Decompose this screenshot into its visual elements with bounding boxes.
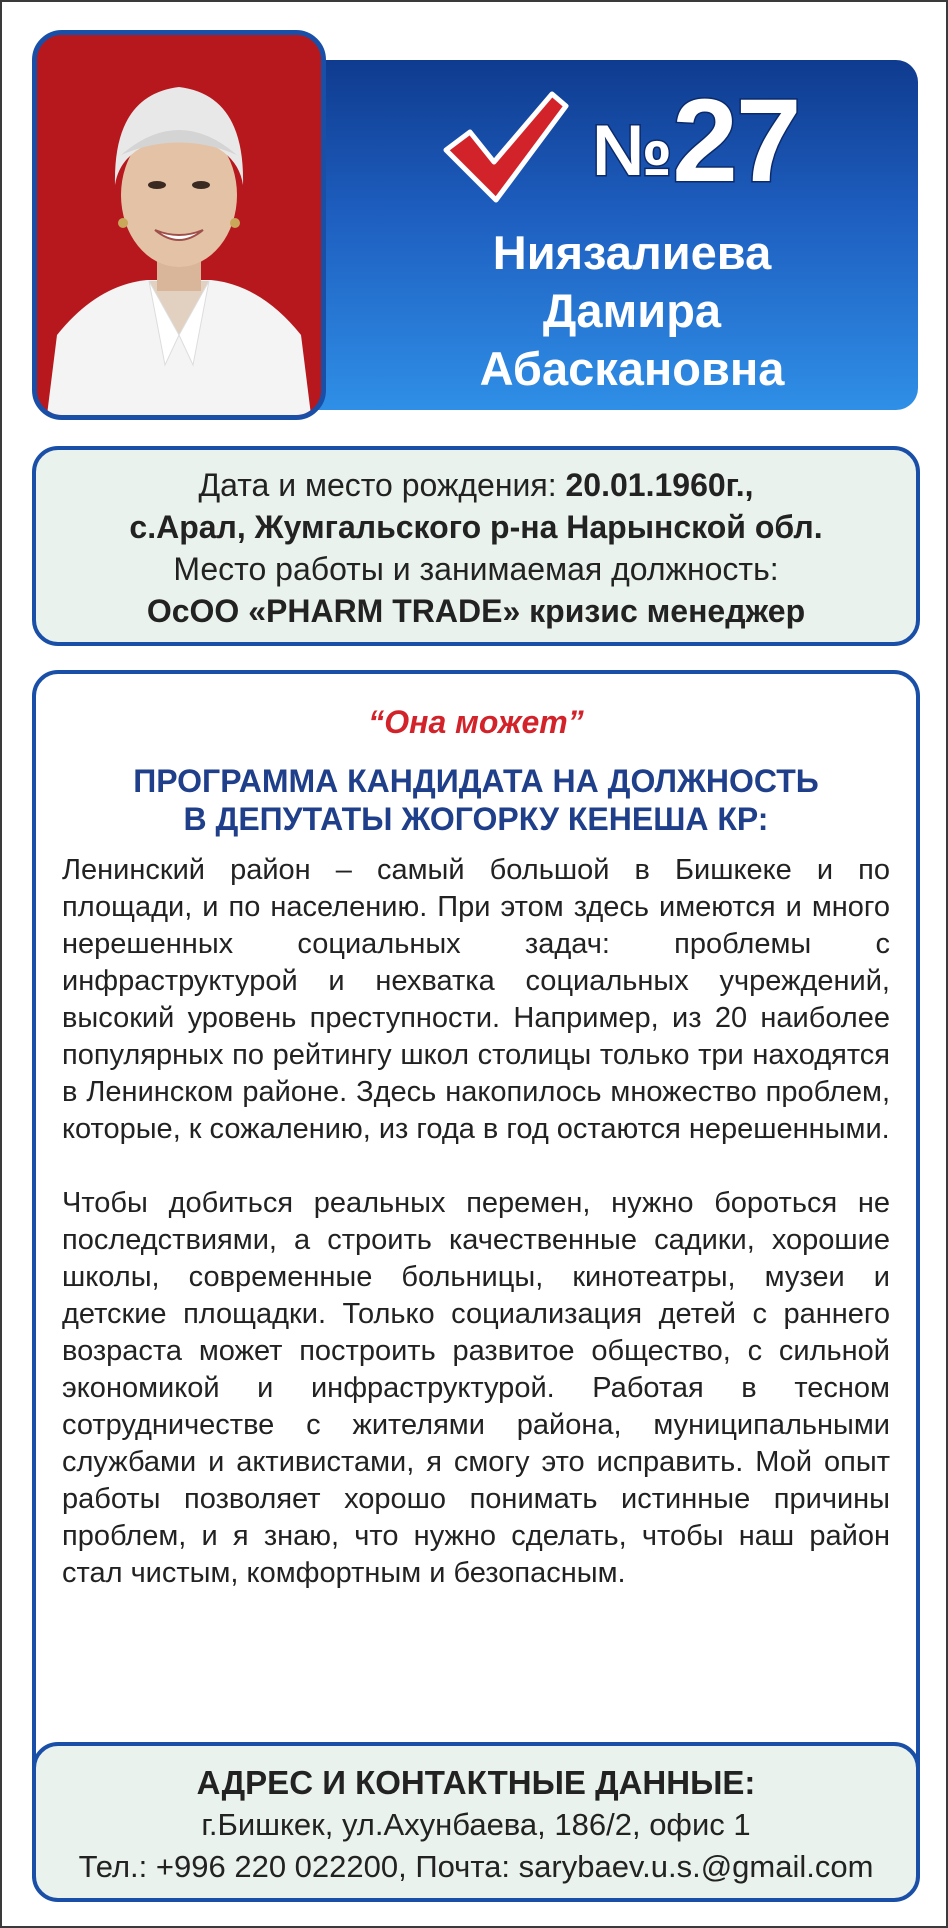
contacts-box	[32, 1742, 920, 1902]
program-title	[36, 762, 916, 838]
number-prefix: №	[592, 111, 673, 191]
candidate-name	[382, 224, 882, 398]
program-paragraph-2: Чтобы добиться реальных перемен, нужно бороться не последствиями, а строить качественные садики, хорошие школы, современные больницы, кинотеатры, музеи и детские площадки. Только социализация детей с раннего возраста может построить развитое общество, с сильной экономикой и инфраструктурой. Работая в тесном сотрудничестве с жителями района, муниципальными службами и активистами, я смогу это исправить. Мой опыт работы позволяет хорошо понимать истинные причины проблем, и я знаю, что нужно сделать, чтобы наш район стал чистым, комфортным и безопасным.	[62, 1187, 890, 1589]
birth-line	[36, 464, 916, 506]
portrait-illustration	[37, 35, 321, 415]
patronymic: Абаскановна	[479, 342, 785, 395]
number-value: 27	[672, 75, 800, 207]
birth-place: с.Арал, Жумгальского р-на Нарынской обл.	[129, 509, 823, 545]
candidate-number	[592, 75, 800, 207]
surname: Ниязалиева	[492, 226, 772, 279]
program-box	[32, 670, 920, 1900]
program-title-line2: В ДЕПУТАТЫ ЖОГОРКУ КЕНЕША КР:	[183, 801, 769, 837]
work-value: ОсОО «PHARM TRADE» кризис менеджер	[146, 593, 806, 629]
biography-box	[32, 446, 920, 646]
candidate-portrait	[32, 30, 326, 420]
program-paragraph-1: Ленинский район – самый большой в Бишкеке и по площади, и по населению. При этом здесь имеются и много нерешенных социальных задач: проблемы с инфраструктурой и нехватка социальных учреждений, высокий уровень преступности. Например, из 20 наиболее популярных по рейтингу школ столицы только три находятся в Ленинском районе. Здесь накопилось множество проблем, которые, к сожалению, из года в год остаются нерешенными.	[62, 854, 890, 1145]
birth-date: 20.01.1960г.,	[565, 467, 754, 503]
contacts-phone-email: Тел.: +996 220 022200, Почта: sarybaev.u.s.@gmail.com	[78, 1849, 874, 1884]
program-text	[62, 852, 890, 1629]
contacts-title: АДРЕС И КОНТАКТНЫЕ ДАННЫЕ:	[196, 1764, 756, 1801]
contacts-address: г.Бишкек, ул.Ахунбаева, 186/2, офис 1	[201, 1807, 751, 1842]
first-name: Дамира	[542, 284, 722, 337]
birth-label: Дата и место рождения:	[198, 467, 557, 503]
program-title-line1: ПРОГРАММА КАНДИДАТА НА ДОЛЖНОСТЬ	[133, 763, 819, 799]
checkmark-icon	[440, 88, 570, 206]
work-label: Место работы и занимаемая должность:	[173, 551, 779, 587]
slogan: “Она может”	[368, 704, 584, 740]
